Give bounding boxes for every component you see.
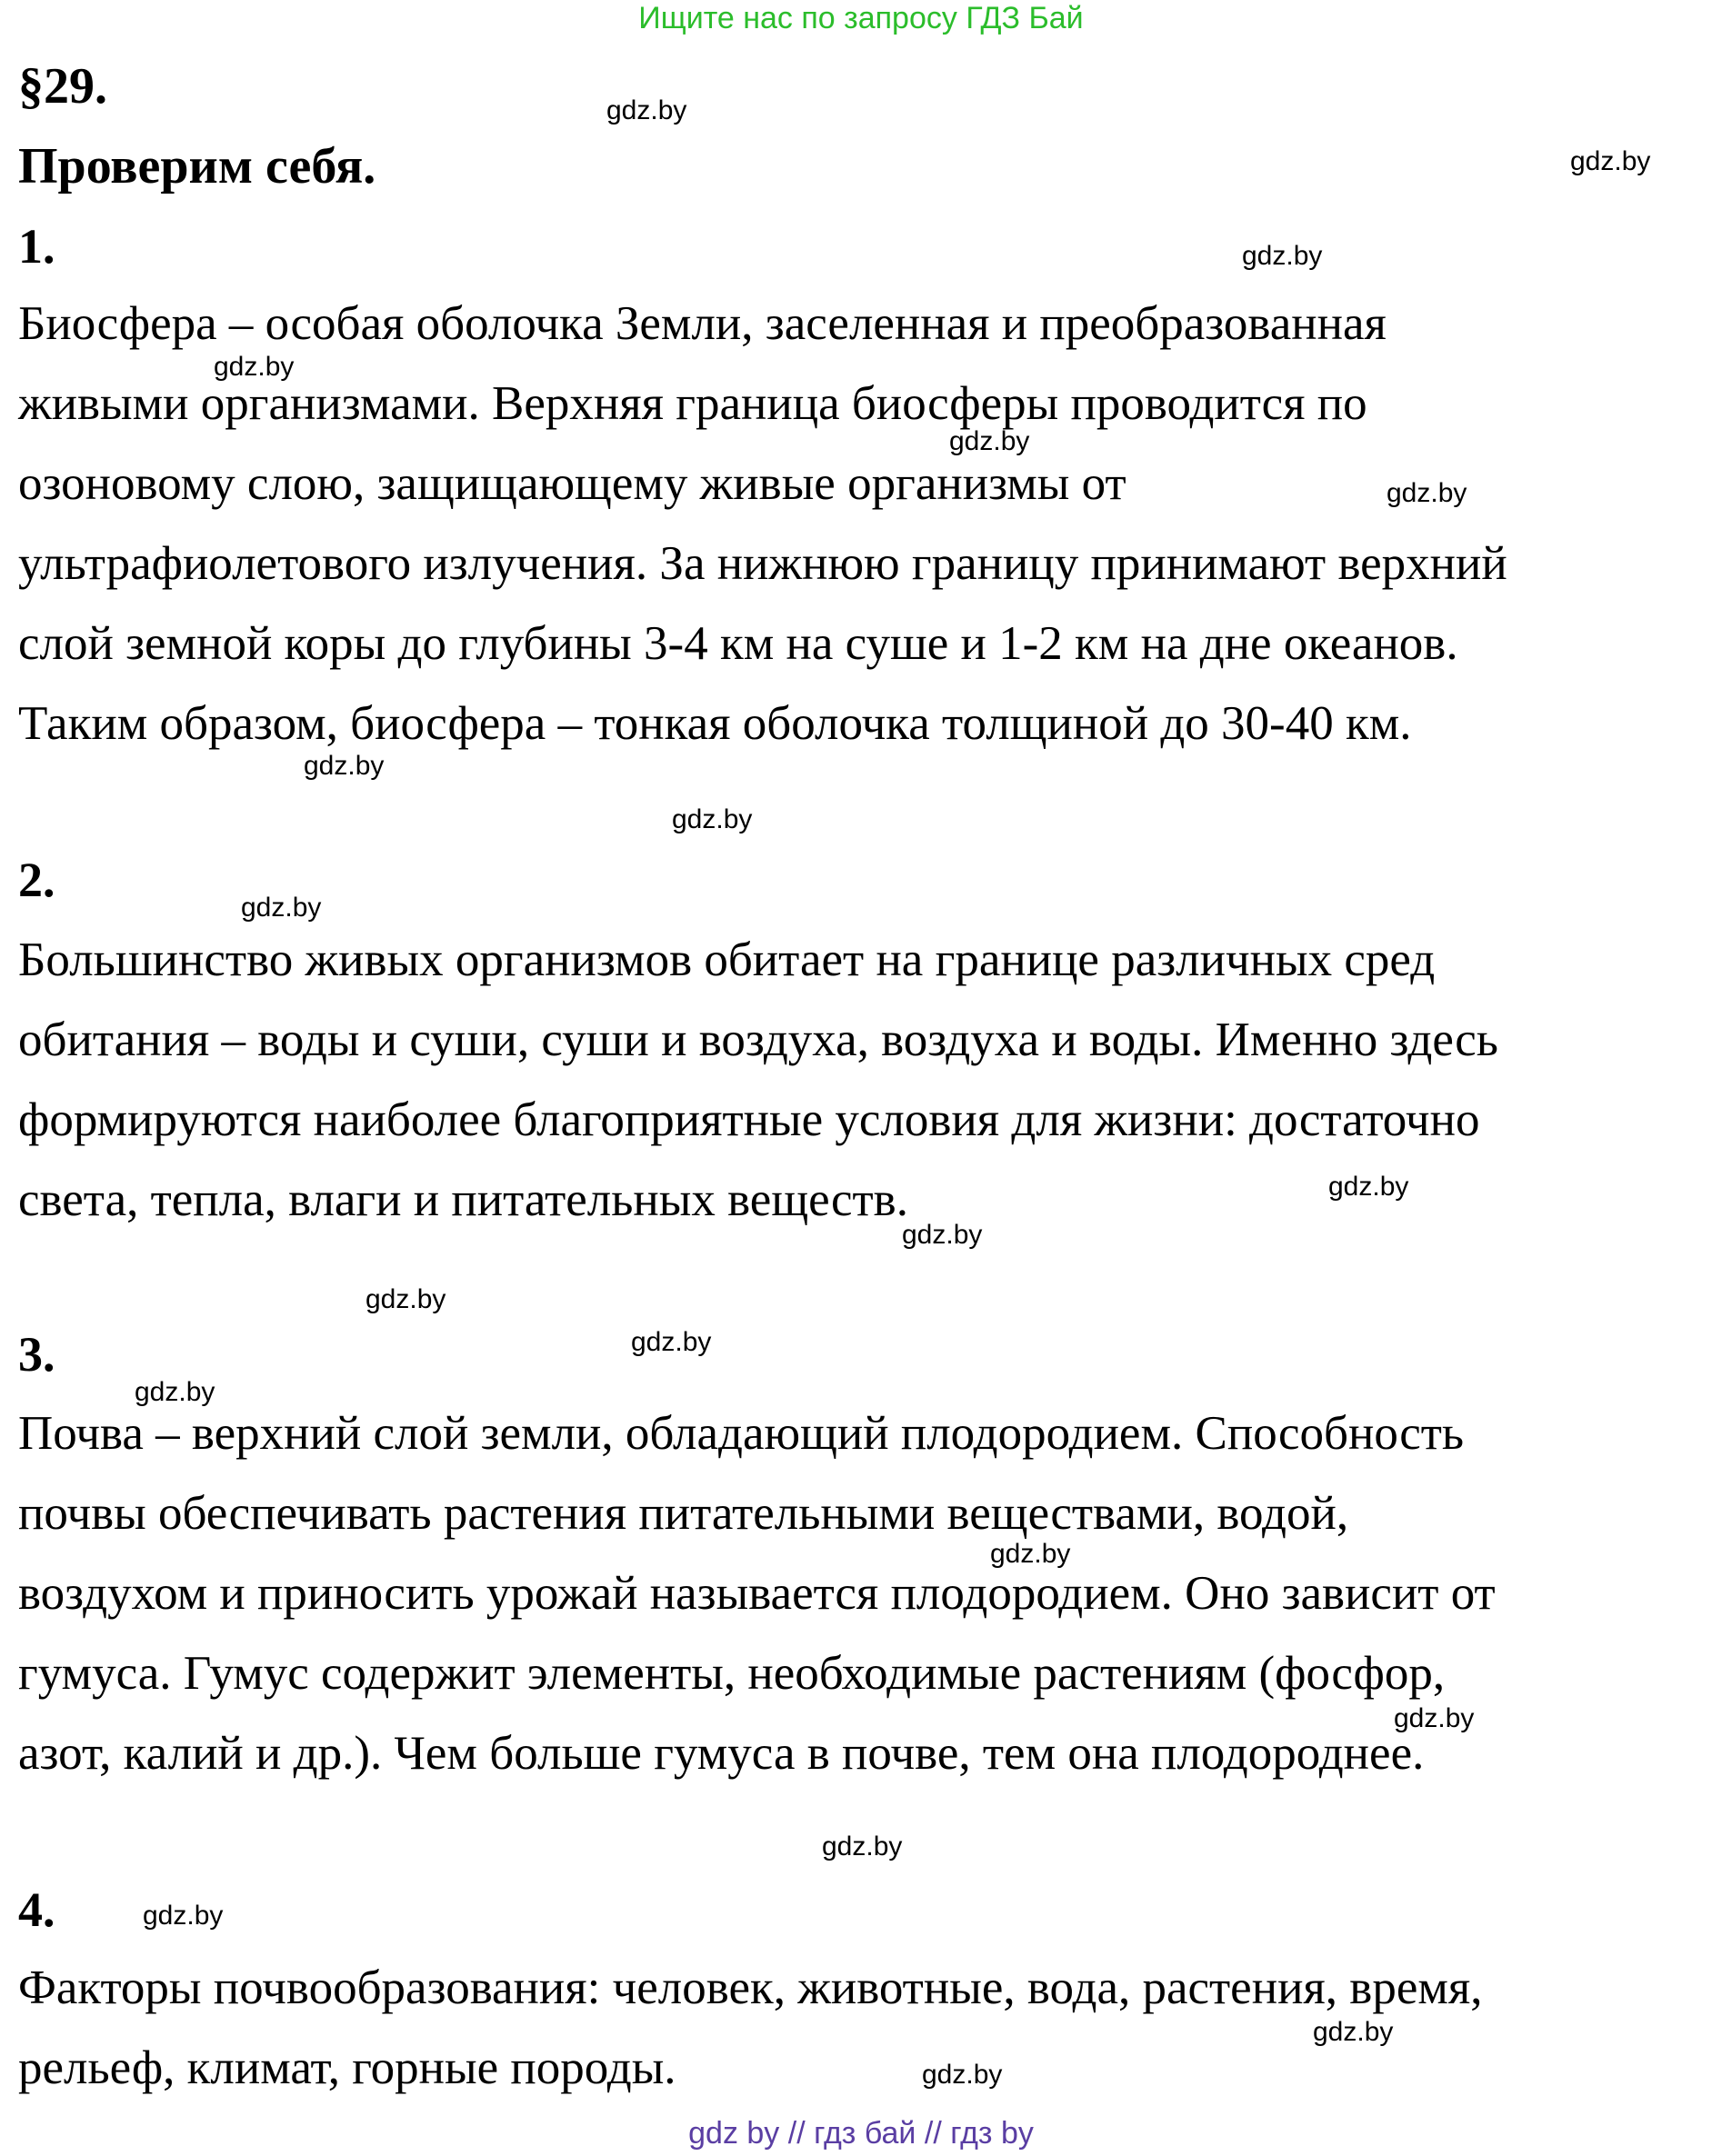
watermark: gdz.by (922, 2060, 1003, 2090)
watermark: gdz.by (143, 1901, 224, 1931)
answer-line: почвы обеспечивать растения питательными веществами, водой, (18, 1487, 1349, 1540)
answer-line: Большинство живых организмов обитает на границе различных сред (18, 933, 1436, 986)
answer-line: гумуса. Гумус содержит элементы, необходимые растениям (фосфор, (18, 1647, 1446, 1700)
answer-line: слой земной коры до глубины 3-4 км на суше и 1-2 км на дне океанов. (18, 617, 1458, 670)
watermark: gdz.by (304, 751, 385, 781)
answer-line: живыми организмами. Верхняя граница биосферы проводится по (18, 377, 1367, 430)
watermark: gdz.by (902, 1220, 983, 1250)
question-3-answer (18, 1393, 1496, 1793)
watermark: gdz.by (822, 1832, 903, 1862)
answer-line: рельеф, климат, горные породы. (18, 2041, 676, 2094)
answer-line: формируются наиболее благоприятные условия для жизни: достаточно (18, 1093, 1480, 1146)
watermark: gdz.by (1313, 2017, 1394, 2047)
page-heading: Проверим себя. (18, 138, 376, 195)
answer-line: азот, калий и др.). Чем больше гумуса в почве, тем она плодороднее. (18, 1727, 1425, 1780)
answer-line: света, тепла, влаги и питательных веществ. (18, 1173, 908, 1226)
watermark: gdz.by (672, 804, 753, 834)
watermark: gdz.by (631, 1327, 712, 1357)
answer-line: Факторы почвообразования: человек, животные, вода, растения, время, (18, 1961, 1483, 2014)
top-banner: Ищите нас по запросу ГДЗ Бай (638, 1, 1084, 35)
question-3-number: 3. (18, 1327, 55, 1382)
watermark: gdz.by (1387, 478, 1467, 508)
answer-line: обитания – воды и суши, суши и воздуха, воздуха и воды. Именно здесь (18, 1013, 1498, 1066)
answer-line: Почва – верхний слой земли, обладающий плодородием. Способность (18, 1407, 1465, 1460)
watermark: gdz.by (1328, 1172, 1409, 1202)
answer-line: озоновому слою, защищающему живые организмы от (18, 457, 1126, 510)
answer-line: Таким образом, биосфера – тонкая оболочка толщиной до 30-40 км. (18, 697, 1412, 750)
watermark: gdz.by (241, 893, 322, 923)
watermark: gdz.by (606, 95, 687, 125)
answer-line: воздухом и приносить урожай называется плодородием. Оно зависит от (18, 1567, 1496, 1620)
watermark: gdz.by (365, 1284, 446, 1314)
watermark: gdz.by (1570, 146, 1651, 176)
watermark: gdz.by (949, 426, 1030, 456)
watermark: gdz.by (135, 1377, 215, 1407)
watermark: gdz.by (214, 352, 295, 382)
footer-links: gdz by // гдз бай // гдз by (688, 2116, 1034, 2151)
watermark: gdz.by (990, 1539, 1071, 1569)
watermark: gdz.by (1394, 1703, 1475, 1733)
watermark: gdz.by (1242, 241, 1323, 271)
question-4-number: 4. (18, 1882, 55, 1937)
question-4-answer (18, 1948, 1483, 2108)
question-1-number: 1. (18, 219, 55, 274)
section-number: §29. (18, 58, 107, 115)
question-2-number: 2. (18, 853, 55, 907)
answer-line: Биосфера – особая оболочка Земли, заселенная и преобразованная (18, 297, 1387, 350)
question-2-answer (18, 920, 1498, 1240)
answer-line: ультрафиолетового излучения. За нижнюю границу принимают верхний (18, 537, 1507, 590)
